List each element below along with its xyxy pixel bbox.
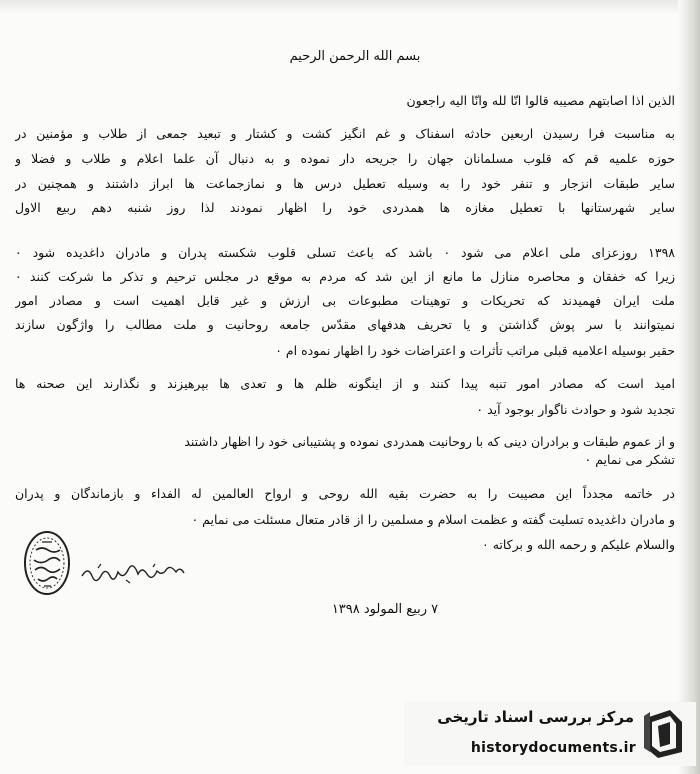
body-line-2: به مناسبت فرا رسیدن اربعین حادثه اسفناک و غم انگیز کشت و کشتار و تبعید جمعی از طلاب و مؤمنین در [15,126,675,141]
body-line-11: امید است که مصادر امور تنبه پیدا کنند و از اینگونه ظلم ها و تعدی ها بپرهیزند و نگذارند این صحنه ها [15,376,675,391]
body-line-4: سایر طبقات انزجار و تنفر خود را به وسیله تعطیل درس ها و نمازجماعت ها ابراز داشتند و همچنین در [15,176,675,191]
body-line-16: و مادران داغدیده تسلیت گفته و عظمت اسلام و مسلمین را از قادر متعال مسئلت می نمایم ۰ [191,512,675,527]
body-line-17: والسلام علیکم و رحمه الله و برکاته ۰ [482,537,675,552]
body-line-8: ملت ایران فهمیدند که تحریکات و توهینات مطبوعات بی ارزش و غیر قابل اهمیت است و مصادر امور [15,293,675,308]
paper-right-edge [678,0,700,774]
body-line-3: حوزه علمیه قم که قلوب مسلمانان جهان را جریحه دار نموده و به دنبال آن علما اعلام و طلاب و فضلا و [15,151,675,166]
body-line-14: تشکر می نمایم ۰ [584,452,675,467]
body-line-15: در خاتمه مجدداً این مصیبت را به حضرت بقیه الله روحی و ارواح العالمین له الفداء و بازماندگان و پدران [15,486,675,501]
body-line-13: و از عموم طبقات و برادران دینی که با روحانیت همدردی نموده و پشتیبانی خود را اظهار داشتند [184,434,675,449]
watermark-brand [404,702,696,766]
document-date: ۷ ربیع المولود ۱۳۹۸ [331,602,439,617]
body-line-10: حقیر بوسیله اعلامیه قبلی مراتب تأثرات و اعتراضات خود را اظهار نموده ام ۰ [275,343,675,358]
body-line-7: زیرا که خفقان و محاصره منازل ما مانع از این شد که مردم به موقع در مجلس ترحیم و تذکر ما شرکت کنند ۰ [15,269,675,284]
watermark-title: مرکز بررسی اسناد تاریخی [437,708,634,726]
body-line-12: تجدید شود و حوادث ناگوار بوجود آید ۰ [476,402,675,417]
basmala-heading: بسم الله الرحمن الرحیم [289,49,421,64]
body-line-9: نمیتوانند با سر پوش گذاشتن و یا تحریف هدفهای مقدّس جامعه روحانیت و ملت مطالب را واژگون سازند [15,317,675,332]
seal-stamp-icon [22,528,72,598]
body-line-1: الذین اذا اصابتهم مصیبه قالوا انّا لله وانّا الیه راجعون [406,93,675,108]
body-line-6: ۱۳۹۸ روزعزای ملی اعلام می شود ۰ باشد که باعث تسلی قلوب شکسته پدران و مادران داغدیده شود ۰ [15,245,675,260]
signature-icon [78,560,188,586]
watermark-url: historydocuments.ir [470,740,636,756]
body-line-5: سایر شهرستانها با تعطیل مغازه ها همدردی خود را اظهار نمودند لذا روز شنبه دهم ربیع الاول [15,200,675,215]
paper-top-edge [0,0,700,14]
archive-logo-icon [640,708,688,760]
